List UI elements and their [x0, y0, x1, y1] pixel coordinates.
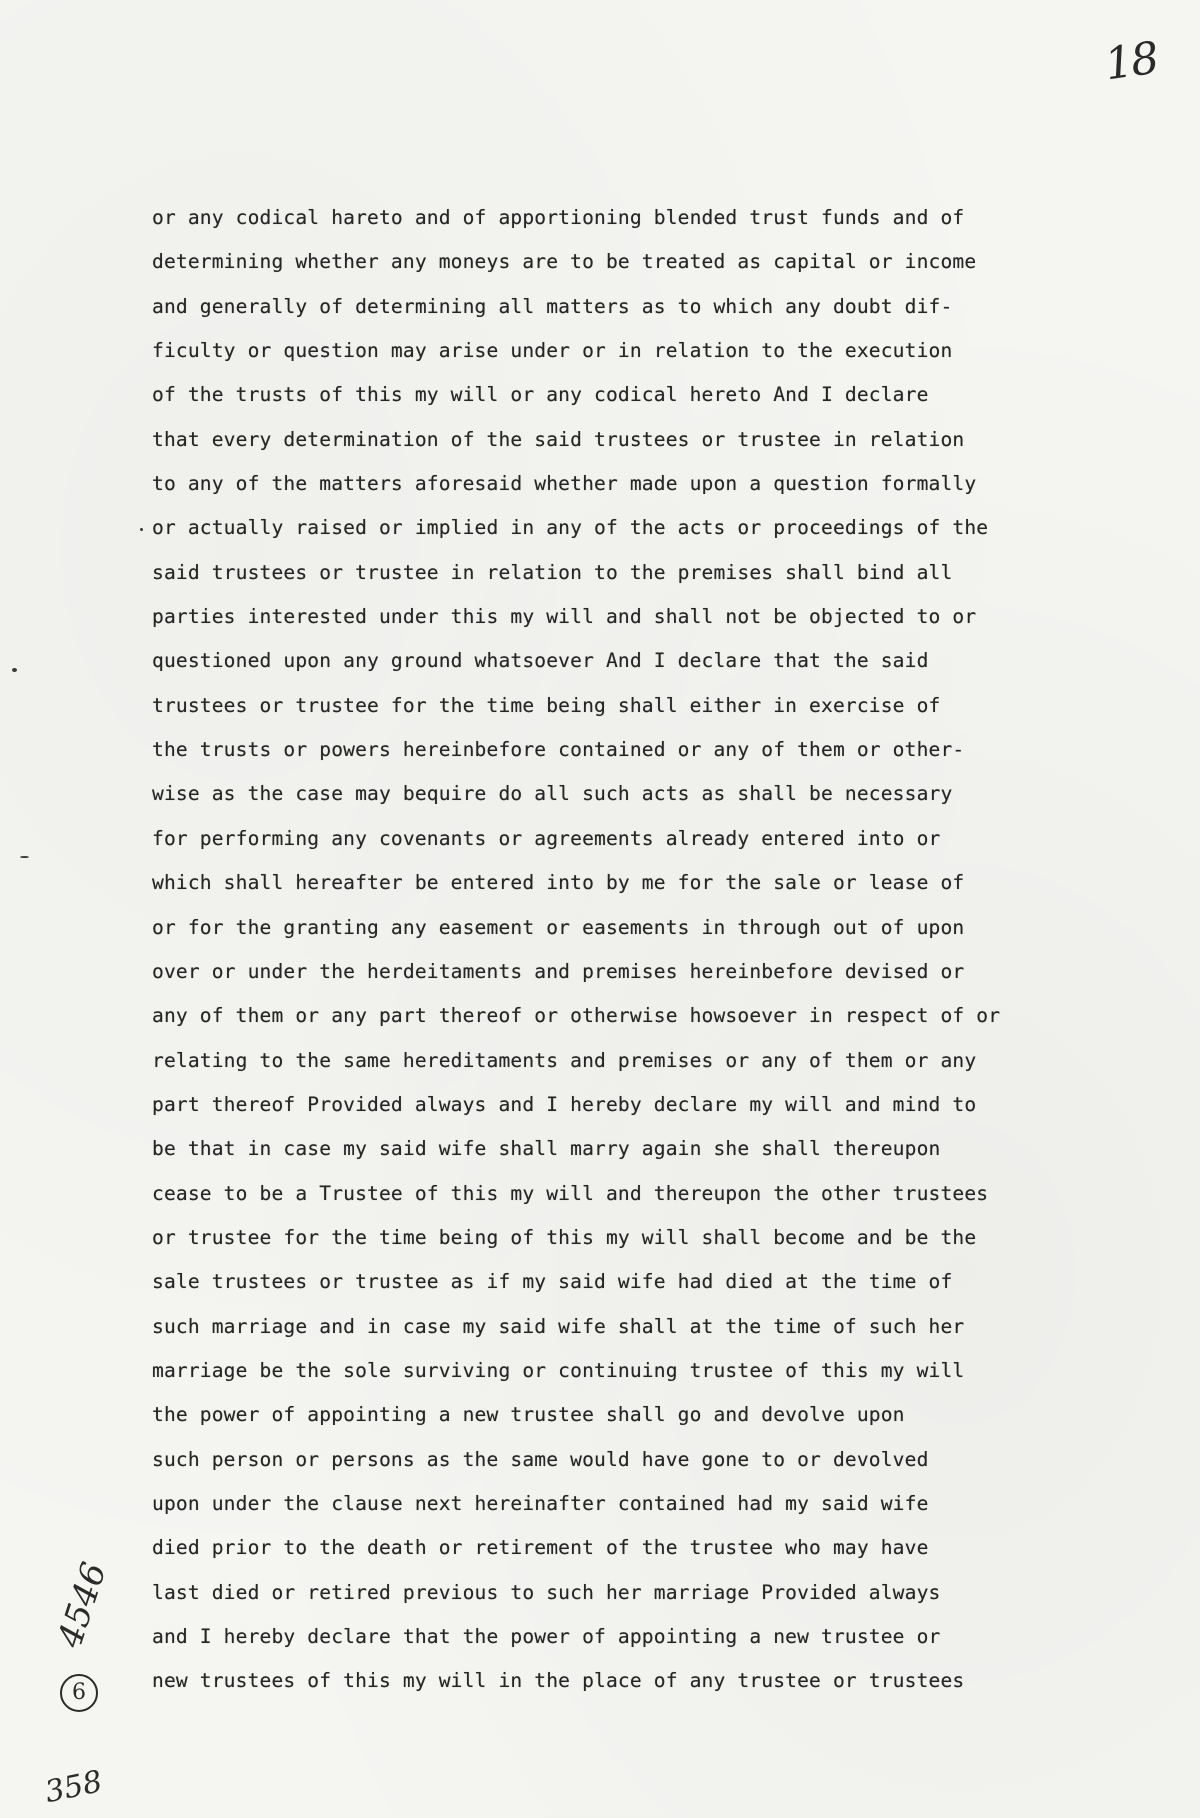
text-line: over or under the herdeitaments and premises hereinbefore devised or [152, 959, 965, 983]
text-line: last died or retired previous to such her marriage Provided always [152, 1580, 941, 1604]
text-line: parties interested under this my will and shall not be objected to or [152, 605, 977, 629]
paper-speck [20, 856, 29, 858]
text-line: determining whether any moneys are to be treated as capital or income [152, 250, 977, 274]
text-line: upon under the clause next hereinafter contained had my said wife [152, 1491, 929, 1515]
page-number: 18 [1101, 32, 1161, 91]
text-line: the trusts or powers hereinbefore contained or any of them or other- [152, 738, 965, 762]
margin-reference-number: 4546 [50, 1557, 115, 1653]
text-line: marriage be the sole surviving or continuing trustee of this my will [152, 1358, 965, 1382]
text-line: such person or persons as the same would have gone to or devolved [152, 1447, 929, 1471]
text-line: which shall hereafter be entered into by me for the sale or lease of [152, 871, 965, 895]
text-line: that every determination of the said trustees or trustee in relation [152, 427, 965, 451]
text-line: part thereof Provided always and I hereby declare my will and mind to [152, 1092, 977, 1116]
text-line: be that in case my said wife shall marry again she shall thereupon [152, 1137, 941, 1161]
paper-speck [12, 668, 17, 672]
text-line: said trustees or trustee in relation to the premises shall bind all [152, 560, 953, 584]
text-line: any of them or any part thereof or otherwise howsoever in respect of or [152, 1004, 1001, 1028]
text-line: or actually raised or implied in any of the acts or proceedings of the [152, 516, 989, 540]
text-line: of the trusts of this my will or any codical hereto And I declare [152, 383, 929, 407]
text-line: relating to the same hereditaments and premises or any of them or any [152, 1048, 977, 1072]
text-line: to any of the matters aforesaid whether made upon a question formally [152, 472, 977, 496]
text-line: died prior to the death or retirement of the trustee who may have [152, 1536, 929, 1560]
text-line: questioned upon any ground whatsoever And I declare that the said [152, 649, 929, 673]
text-line: the power of appointing a new trustee shall go and devolve upon [152, 1403, 905, 1427]
text-line: ficulty or question may arise under or in relation to the execution [152, 339, 953, 363]
text-line: and generally of determining all matters as to which any doubt dif- [152, 294, 953, 318]
text-line: and I hereby declare that the power of appointing a new trustee or [152, 1625, 941, 1648]
paper-speck [140, 528, 143, 531]
text-line: sale trustees or trustee as if my said wife had died at the time of [152, 1270, 953, 1294]
margin-circled-number: 6 [60, 1674, 98, 1712]
text-line: wise as the case may bequire do all such acts as shall be necessary [152, 782, 953, 806]
text-line: new trustees of this my will in the place of any trustee or trustees [152, 1669, 965, 1693]
margin-folio-number: 358 [42, 1764, 106, 1811]
text-line: trustees or trustee for the time being shall either in exercise of [152, 693, 941, 717]
text-line: or any codical hareto and of apportioning blended trust funds and of [152, 206, 965, 229]
text-line: cease to be a Trustee of this my will and thereupon the other trustees [152, 1181, 989, 1205]
text-line: such marriage and in case my said wife shall at the time of such her [152, 1314, 965, 1338]
text-line: or for the granting any easement or easements in through out of upon [152, 915, 965, 939]
typed-body-text [152, 196, 1172, 1704]
text-line: for performing any covenants or agreements already entered into or [152, 826, 941, 850]
text-line: or trustee for the time being of this my will shall become and be the [152, 1225, 977, 1249]
